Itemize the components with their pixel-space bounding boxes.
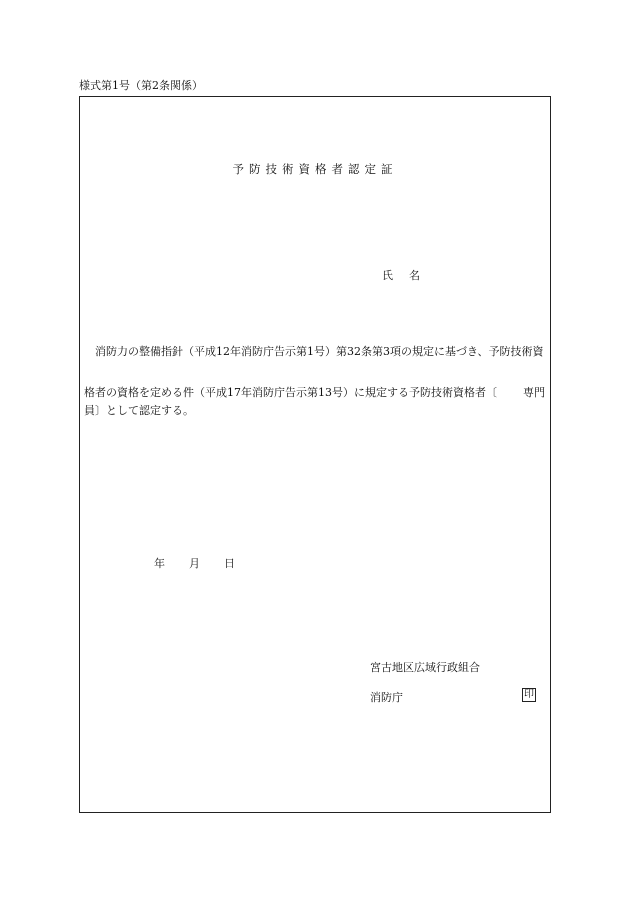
name-label-part-2: 名 [409, 269, 420, 282]
seal-mark: 印 [524, 689, 534, 700]
issuer-department: 消防庁 [370, 691, 403, 704]
body-text-line-3: 員〕として認定する。 [84, 404, 194, 417]
form-number-label: 様式第1号（第2条関係） [79, 79, 203, 92]
body-text-line-2-main: 格者の資格を定める件（平成17年消防庁告示第13号）に規定する予防技術資格者〔 [84, 386, 497, 399]
date-year-label: 年 [154, 557, 165, 570]
name-label-part-1: 氏 [382, 269, 393, 282]
certificate-frame [79, 96, 551, 813]
date-month-label: 月 [189, 557, 200, 570]
body-text-line-1: 消防力の整備指針（平成12年消防庁告示第1号）第32条第3項の規定に基づき、予防技術資 [95, 345, 544, 358]
date-row [154, 555, 235, 571]
name-field-label [382, 267, 420, 283]
certificate-title: 予防技術資格者認定証 [232, 162, 398, 176]
body-text-line-2 [84, 384, 550, 400]
issuer-organization: 宮古地区広域行政組合 [370, 661, 480, 674]
body-text-line-2-end: 専門 [523, 386, 545, 399]
date-day-label: 日 [224, 557, 235, 570]
